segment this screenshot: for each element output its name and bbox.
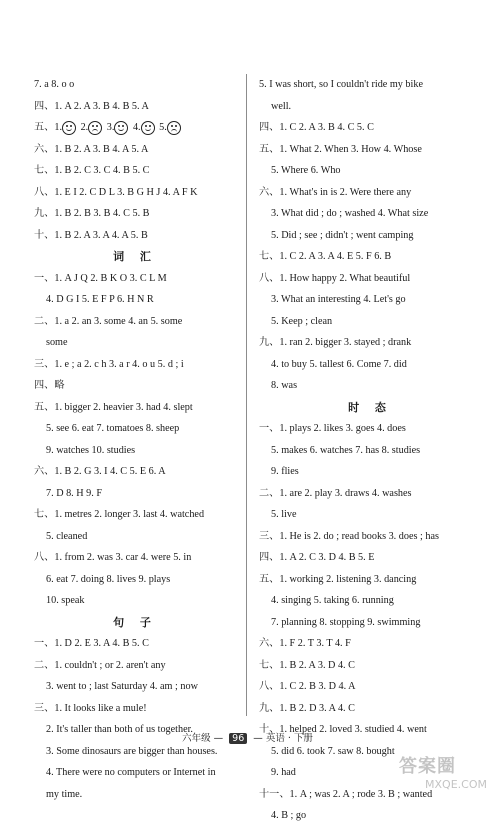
answer-line: 十、1. helped 2. loved 3. studied 4. went <box>259 724 427 735</box>
answer-line: 9. flies <box>271 466 299 477</box>
answer-line: 5. Where 6. Who <box>271 165 341 176</box>
answer-line: 七、1. C 2. A 3. A 4. E 5. F 6. B <box>259 251 392 262</box>
footer-subject: 英语 · 下册 <box>265 733 313 744</box>
answer-line: well. <box>271 100 292 112</box>
answer-line: 9. had <box>271 767 296 778</box>
answer-line: some <box>46 337 68 348</box>
answer-line: 八、1. from 2. was 3. car 4. were 5. in <box>34 552 192 563</box>
answer-line: 一、1. plays 2. likes 3. goes 4. does <box>259 423 406 434</box>
answer-line: 六、1. B 2. A 3. B 4. A 5. A <box>34 143 149 155</box>
answer-line: 四、略 <box>34 380 65 391</box>
answer-line: 二、1. couldn't ; or 2. aren't any <box>34 659 166 671</box>
answer-line <box>34 117 236 139</box>
answer-line: 三、1. e ; a 2. c h 3. a r 4. o u 5. d ; i <box>34 358 184 370</box>
answer-line: 四、1. C 2. A 3. B 4. C 5. C <box>259 122 374 133</box>
answer-line: 二、1. a 2. an 3. some 4. an 5. some <box>34 315 183 327</box>
answer-line: 九、1. B 2. B 3. B 4. C 5. B <box>34 208 150 219</box>
answer-line: 三、1. It looks like a mule! <box>34 702 147 714</box>
sad-face-icon <box>88 121 102 135</box>
answer-line: 一、1. A J Q 2. B K O 3. C L M <box>34 272 167 284</box>
answer-line: 七、1. metres 2. longer 3. last 4. watched <box>34 509 205 520</box>
watermark-logo <box>399 752 487 796</box>
section-heading: 词 汇 <box>113 250 157 263</box>
answer-line: 六、1. What's in is 2. Were there any <box>259 186 412 198</box>
answer-line: 3. Some dinosaurs are bigger than houses. <box>46 745 218 757</box>
answer-line: 五、1. What 2. When 3. How 4. Whose <box>259 143 422 155</box>
answer-text: 2. <box>78 122 89 133</box>
watermark-top: 答案圈 <box>399 756 456 777</box>
sad-face-icon <box>167 121 181 135</box>
answer-line: 3. What an interesting 4. Let's go <box>271 294 406 305</box>
answer-line: 八、1. How happy 2. What beautiful <box>259 272 411 284</box>
answer-line: 5. makes 6. watches 7. has 8. studies <box>271 444 421 456</box>
answer-line: 八、1. E I 2. C D L 3. B G H J 4. A F K <box>34 186 198 198</box>
answer-line: 六、1. F 2. T 3. T 4. F <box>259 638 351 649</box>
page-number: 96 <box>229 733 247 744</box>
answer-line: 七、1. B 2. C 3. C 4. B 5. C <box>34 165 150 176</box>
answer-line: 5. Did ; see ; didn't ; went camping <box>271 229 414 241</box>
smiley-face-icon <box>114 121 128 135</box>
answer-line: 7. planning 8. stopping 9. swimming <box>271 616 421 628</box>
answer-line: 7. D 8. H 9. F <box>46 487 103 499</box>
answer-line: 9. watches 10. studies <box>46 444 136 456</box>
answer-line: 六、1. B 2. G 3. I 4. C 5. E 6. A <box>34 466 166 477</box>
answer-line: 8. was <box>271 380 298 391</box>
page-footer: 六年级 — 96 — 英语 · 下册 <box>182 733 313 744</box>
column-divider <box>246 74 247 716</box>
answer-line: 4. D G I 5. E F P 6. H N R <box>46 294 154 305</box>
answer-text: 5. <box>156 122 167 133</box>
answer-line: 4. singing 5. taking 6. running <box>271 595 394 606</box>
answer-text: 3. <box>104 122 115 133</box>
footer-grade: 六年级 <box>182 733 211 744</box>
answer-line: 二、1. are 2. play 3. draws 4. washes <box>259 487 412 499</box>
answer-column-right <box>259 74 481 827</box>
answer-line: 四、1. A 2. C 3. D 4. B 5. E <box>259 552 375 563</box>
answer-line: 八、1. C 2. B 3. D 4. A <box>259 681 356 692</box>
answer-line: my time. <box>46 788 83 800</box>
answer-line: 四、1. A 2. A 3. B 4. B 5. A <box>34 100 149 112</box>
section-heading: 时 态 <box>348 400 392 414</box>
answer-line: 3. went to ; last Saturday 4. am ; now <box>46 681 198 692</box>
smiley-face-icon <box>62 121 76 135</box>
answer-line: 2. It's taller than both of us together. <box>46 724 193 735</box>
answer-line: 6. eat 7. doing 8. lives 9. plays <box>46 573 171 585</box>
answer-line: 4. B ; go <box>271 810 307 821</box>
answer-line: 九、1. B 2. D 3. A 4. C <box>259 702 355 714</box>
answer-line: 7. a 8. o o <box>34 79 75 90</box>
answer-line: 九、1. ran 2. bigger 3. stayed ; drank <box>259 337 412 348</box>
answer-text: 五、1. <box>34 122 63 133</box>
answer-line: 五、1. working 2. listening 3. dancing <box>259 573 417 585</box>
answer-text: 4. <box>130 122 141 133</box>
answer-line: 10. speak <box>46 595 85 606</box>
smiley-face-icon <box>141 121 155 135</box>
answer-line: 5. see 6. eat 7. tomatoes 8. sheep <box>46 423 180 434</box>
answer-line: 5. did 6. took 7. saw 8. bought <box>271 745 395 757</box>
answer-line: 3. What did ; do ; washed 4. What size <box>271 208 429 219</box>
answer-line: 5. live <box>271 509 297 520</box>
answer-line: 5. Keep ; clean <box>271 315 333 327</box>
answer-line: 4. to buy 5. tallest 6. Come 7. did <box>271 358 407 370</box>
answer-line: 一、1. D 2. E 3. A 4. B 5. C <box>34 638 149 649</box>
watermark-bottom: MXQE.COM <box>425 778 487 791</box>
answer-line: 三、1. He is 2. do ; read books 3. does ; has <box>259 530 439 542</box>
answer-line: 十一、1. A ; was 2. A ; rode 3. B ; wanted <box>259 788 433 800</box>
answer-line: 5. I was short, so I couldn't ride my bike <box>259 79 423 90</box>
section-heading: 句 子 <box>113 615 157 629</box>
answer-line: 4. There were no computers or Internet in <box>46 767 216 778</box>
answer-line: 十、1. B 2. A 3. A 4. A 5. B <box>34 229 148 241</box>
answer-line: 七、1. B 2. A 3. D 4. C <box>259 659 355 671</box>
answer-column-left <box>34 74 236 805</box>
answer-line: 5. cleaned <box>46 530 88 542</box>
answer-line: 五、1. bigger 2. heavier 3. had 4. slept <box>34 401 193 413</box>
